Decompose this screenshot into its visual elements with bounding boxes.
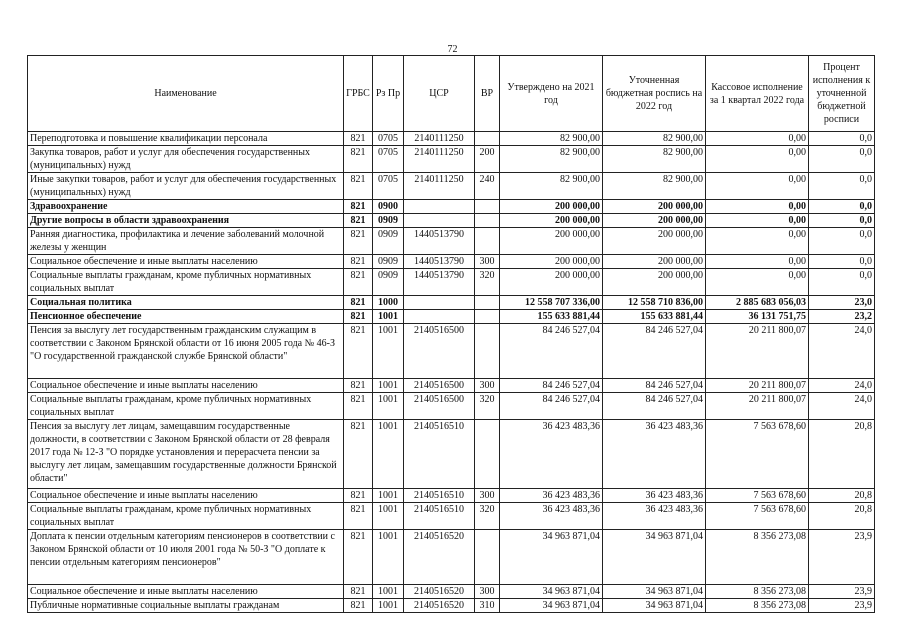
cell-rzpr: 1001 [373, 393, 404, 420]
cell-grbs: 821 [344, 269, 373, 296]
cell-approved: 34 963 871,04 [500, 585, 603, 599]
cell-percent: 0,0 [809, 146, 875, 173]
column-header-percent: Процент исполнения к уточненной бюджетной росписи [809, 56, 875, 132]
table-row [28, 393, 875, 420]
cell-grbs: 821 [344, 379, 373, 393]
table-row [28, 173, 875, 200]
cell-rzpr: 1001 [373, 310, 404, 324]
cell-rzpr: 1001 [373, 599, 404, 613]
cell-percent: 20,8 [809, 489, 875, 503]
cell-percent: 24,0 [809, 393, 875, 420]
cell-grbs: 821 [344, 146, 373, 173]
cell-csr: 1440513790 [404, 269, 475, 296]
table-row [28, 324, 875, 379]
cell-cash: 0,00 [706, 173, 809, 200]
cell-rzpr: 1001 [373, 324, 404, 379]
cell-grbs: 821 [344, 132, 373, 146]
cell-vr [475, 228, 500, 255]
cell-percent: 0,0 [809, 228, 875, 255]
cell-cash: 20 211 800,07 [706, 379, 809, 393]
cell-refined: 82 900,00 [603, 173, 706, 200]
cell-refined: 84 246 527,04 [603, 324, 706, 379]
cell-cash: 8 356 273,08 [706, 599, 809, 613]
cell-csr: 2140516520 [404, 599, 475, 613]
cell-csr [404, 310, 475, 324]
cell-vr: 240 [475, 173, 500, 200]
cell-name: Социальная политика [28, 296, 344, 310]
table-row [28, 503, 875, 530]
cell-csr: 1440513790 [404, 255, 475, 269]
cell-percent: 0,0 [809, 255, 875, 269]
cell-csr: 2140516520 [404, 585, 475, 599]
cell-grbs: 821 [344, 310, 373, 324]
column-header-vr: ВР [475, 56, 500, 132]
cell-percent: 20,8 [809, 420, 875, 489]
cell-refined: 82 900,00 [603, 132, 706, 146]
cell-csr: 2140516520 [404, 530, 475, 585]
cell-grbs: 821 [344, 200, 373, 214]
cell-refined: 200 000,00 [603, 228, 706, 255]
cell-percent: 23,0 [809, 296, 875, 310]
cell-cash: 7 563 678,60 [706, 503, 809, 530]
table-row [28, 228, 875, 255]
table-row [28, 420, 875, 489]
cell-name: Социальное обеспечение и иные выплаты населению [28, 489, 344, 503]
table-row [28, 379, 875, 393]
table-row [28, 200, 875, 214]
cell-csr: 2140516500 [404, 379, 475, 393]
cell-vr [475, 420, 500, 489]
column-header-refined: Уточненная бюджетная роспись на 2022 год [603, 56, 706, 132]
cell-percent: 0,0 [809, 132, 875, 146]
cell-approved: 200 000,00 [500, 214, 603, 228]
cell-vr: 320 [475, 269, 500, 296]
cell-cash: 0,00 [706, 132, 809, 146]
cell-name: Пенсионное обеспечение [28, 310, 344, 324]
cell-name: Закупка товаров, работ и услуг для обеспечения государственных (муниципальных) нужд [28, 146, 344, 173]
cell-refined: 82 900,00 [603, 146, 706, 173]
cell-approved: 84 246 527,04 [500, 324, 603, 379]
cell-name: Социальное обеспечение и иные выплаты населению [28, 379, 344, 393]
cell-refined: 34 963 871,04 [603, 530, 706, 585]
cell-rzpr: 0909 [373, 269, 404, 296]
cell-approved: 36 423 483,36 [500, 489, 603, 503]
cell-refined: 200 000,00 [603, 255, 706, 269]
cell-cash: 0,00 [706, 146, 809, 173]
header-row [28, 56, 875, 132]
cell-vr [475, 200, 500, 214]
cell-grbs: 821 [344, 228, 373, 255]
cell-name: Другие вопросы в области здравоохранения [28, 214, 344, 228]
cell-cash: 0,00 [706, 228, 809, 255]
cell-rzpr: 0705 [373, 173, 404, 200]
cell-cash: 20 211 800,07 [706, 324, 809, 379]
cell-percent: 23,9 [809, 599, 875, 613]
cell-cash: 20 211 800,07 [706, 393, 809, 420]
cell-cash: 0,00 [706, 255, 809, 269]
cell-grbs: 821 [344, 530, 373, 585]
cell-vr: 300 [475, 585, 500, 599]
cell-vr: 300 [475, 255, 500, 269]
cell-cash: 7 563 678,60 [706, 420, 809, 489]
column-header-rzpr: Рз Пр [373, 56, 404, 132]
cell-rzpr: 0909 [373, 228, 404, 255]
cell-name: Здравоохранение [28, 200, 344, 214]
cell-approved: 36 423 483,36 [500, 503, 603, 530]
cell-name: Социальные выплаты гражданам, кроме публичных нормативных социальных выплат [28, 503, 344, 530]
column-header-csr: ЦСР [404, 56, 475, 132]
cell-percent: 0,0 [809, 200, 875, 214]
table-row [28, 269, 875, 296]
table-row [28, 585, 875, 599]
cell-cash: 0,00 [706, 269, 809, 296]
cell-grbs: 821 [344, 255, 373, 269]
cell-refined: 34 963 871,04 [603, 599, 706, 613]
cell-rzpr: 1000 [373, 296, 404, 310]
cell-rzpr: 0900 [373, 200, 404, 214]
cell-percent: 23,9 [809, 530, 875, 585]
table-row [28, 255, 875, 269]
cell-vr: 200 [475, 146, 500, 173]
cell-refined: 200 000,00 [603, 200, 706, 214]
cell-approved: 200 000,00 [500, 228, 603, 255]
cell-grbs: 821 [344, 214, 373, 228]
cell-percent: 24,0 [809, 324, 875, 379]
cell-approved: 36 423 483,36 [500, 420, 603, 489]
cell-rzpr: 1001 [373, 585, 404, 599]
table-row [28, 296, 875, 310]
cell-csr: 1440513790 [404, 228, 475, 255]
cell-approved: 82 900,00 [500, 146, 603, 173]
cell-rzpr: 0705 [373, 146, 404, 173]
cell-csr: 2140111250 [404, 146, 475, 173]
cell-approved: 82 900,00 [500, 173, 603, 200]
cell-csr [404, 214, 475, 228]
cell-percent: 23,9 [809, 585, 875, 599]
cell-csr: 2140111250 [404, 173, 475, 200]
table-row [28, 132, 875, 146]
table-row [28, 214, 875, 228]
cell-name: Социальное обеспечение и иные выплаты населению [28, 585, 344, 599]
column-header-grbs: ГРБС [344, 56, 373, 132]
cell-cash: 0,00 [706, 214, 809, 228]
budget-table [27, 55, 875, 613]
cell-name: Социальные выплаты гражданам, кроме публичных нормативных социальных выплат [28, 393, 344, 420]
cell-approved: 34 963 871,04 [500, 599, 603, 613]
cell-refined: 34 963 871,04 [603, 585, 706, 599]
cell-grbs: 821 [344, 489, 373, 503]
cell-refined: 36 423 483,36 [603, 420, 706, 489]
cell-vr [475, 324, 500, 379]
cell-name: Публичные нормативные социальные выплаты гражданам [28, 599, 344, 613]
table-row [28, 489, 875, 503]
cell-csr: 2140516500 [404, 324, 475, 379]
cell-rzpr: 1001 [373, 420, 404, 489]
cell-refined: 84 246 527,04 [603, 393, 706, 420]
cell-refined: 12 558 710 836,00 [603, 296, 706, 310]
cell-vr: 300 [475, 489, 500, 503]
cell-approved: 200 000,00 [500, 255, 603, 269]
cell-percent: 0,0 [809, 269, 875, 296]
cell-cash: 0,00 [706, 200, 809, 214]
cell-grbs: 821 [344, 324, 373, 379]
cell-grbs: 821 [344, 585, 373, 599]
cell-vr [475, 132, 500, 146]
cell-csr: 2140111250 [404, 132, 475, 146]
table-row [28, 310, 875, 324]
cell-name: Социальное обеспечение и иные выплаты населению [28, 255, 344, 269]
cell-refined: 200 000,00 [603, 269, 706, 296]
table-row [28, 599, 875, 613]
cell-csr [404, 296, 475, 310]
cell-percent: 0,0 [809, 214, 875, 228]
cell-refined: 155 633 881,44 [603, 310, 706, 324]
cell-approved: 84 246 527,04 [500, 393, 603, 420]
cell-approved: 82 900,00 [500, 132, 603, 146]
cell-vr: 300 [475, 379, 500, 393]
cell-rzpr: 1001 [373, 530, 404, 585]
cell-vr: 320 [475, 393, 500, 420]
cell-approved: 200 000,00 [500, 269, 603, 296]
cell-csr: 2140516500 [404, 393, 475, 420]
cell-cash: 7 563 678,60 [706, 489, 809, 503]
cell-cash: 36 131 751,75 [706, 310, 809, 324]
cell-name: Иные закупки товаров, работ и услуг для обеспечения государственных (муниципальных) нужд [28, 173, 344, 200]
cell-vr [475, 214, 500, 228]
cell-refined: 36 423 483,36 [603, 503, 706, 530]
cell-cash: 8 356 273,08 [706, 585, 809, 599]
cell-csr: 2140516510 [404, 489, 475, 503]
cell-grbs: 821 [344, 173, 373, 200]
column-header-name: Наименование [28, 56, 344, 132]
cell-cash: 8 356 273,08 [706, 530, 809, 585]
cell-csr: 2140516510 [404, 503, 475, 530]
cell-grbs: 821 [344, 296, 373, 310]
cell-name: Социальные выплаты гражданам, кроме публичных нормативных социальных выплат [28, 269, 344, 296]
cell-cash: 2 885 683 056,03 [706, 296, 809, 310]
cell-rzpr: 0705 [373, 132, 404, 146]
cell-csr [404, 200, 475, 214]
cell-vr [475, 530, 500, 585]
cell-approved: 200 000,00 [500, 200, 603, 214]
cell-refined: 84 246 527,04 [603, 379, 706, 393]
cell-refined: 36 423 483,36 [603, 489, 706, 503]
column-header-approved: Утверждено на 2021 год [500, 56, 603, 132]
page-number: 72 [447, 44, 458, 55]
cell-vr: 320 [475, 503, 500, 530]
cell-name: Ранняя диагностика, профилактика и лечение заболеваний молочной железы у женщин [28, 228, 344, 255]
cell-percent: 0,0 [809, 173, 875, 200]
cell-percent: 24,0 [809, 379, 875, 393]
cell-rzpr: 1001 [373, 379, 404, 393]
column-header-cash: Кассовое исполнение за 1 квартал 2022 года [706, 56, 809, 132]
cell-vr: 310 [475, 599, 500, 613]
table-row [28, 146, 875, 173]
cell-name: Переподготовка и повышение квалификации персонала [28, 132, 344, 146]
cell-approved: 84 246 527,04 [500, 379, 603, 393]
cell-grbs: 821 [344, 599, 373, 613]
cell-rzpr: 1001 [373, 503, 404, 530]
cell-grbs: 821 [344, 420, 373, 489]
cell-name: Пенсия за выслугу лет лицам, замещавшим государственные должности, в соответствии с Законом Брянской области от 28 февраля 2017 года № 12-З "О порядке установления и перерасчета пенсии за выслугу лет лицам, замещавшим государственные должности Брянской области" [28, 420, 344, 489]
cell-refined: 200 000,00 [603, 214, 706, 228]
cell-approved: 34 963 871,04 [500, 530, 603, 585]
cell-grbs: 821 [344, 393, 373, 420]
cell-vr [475, 296, 500, 310]
cell-rzpr: 1001 [373, 489, 404, 503]
cell-name: Доплата к пенсии отдельным категориям пенсионеров в соответствии с Законом Брянской области от 10 июля 2001 года № 50-З "О доплате к пенсии отдельным категориям пенсионеров" [28, 530, 344, 585]
cell-csr: 2140516510 [404, 420, 475, 489]
cell-percent: 20,8 [809, 503, 875, 530]
table-row [28, 530, 875, 585]
cell-rzpr: 0909 [373, 214, 404, 228]
cell-name: Пенсия за выслугу лет государственным гражданским служащим в соответствии с Законом Брянской области от 16 июня 2005 года № 46-З "О государственной гражданской службе Брянской области" [28, 324, 344, 379]
cell-percent: 23,2 [809, 310, 875, 324]
cell-grbs: 821 [344, 503, 373, 530]
cell-vr [475, 310, 500, 324]
cell-rzpr: 0909 [373, 255, 404, 269]
cell-approved: 155 633 881,44 [500, 310, 603, 324]
cell-approved: 12 558 707 336,00 [500, 296, 603, 310]
